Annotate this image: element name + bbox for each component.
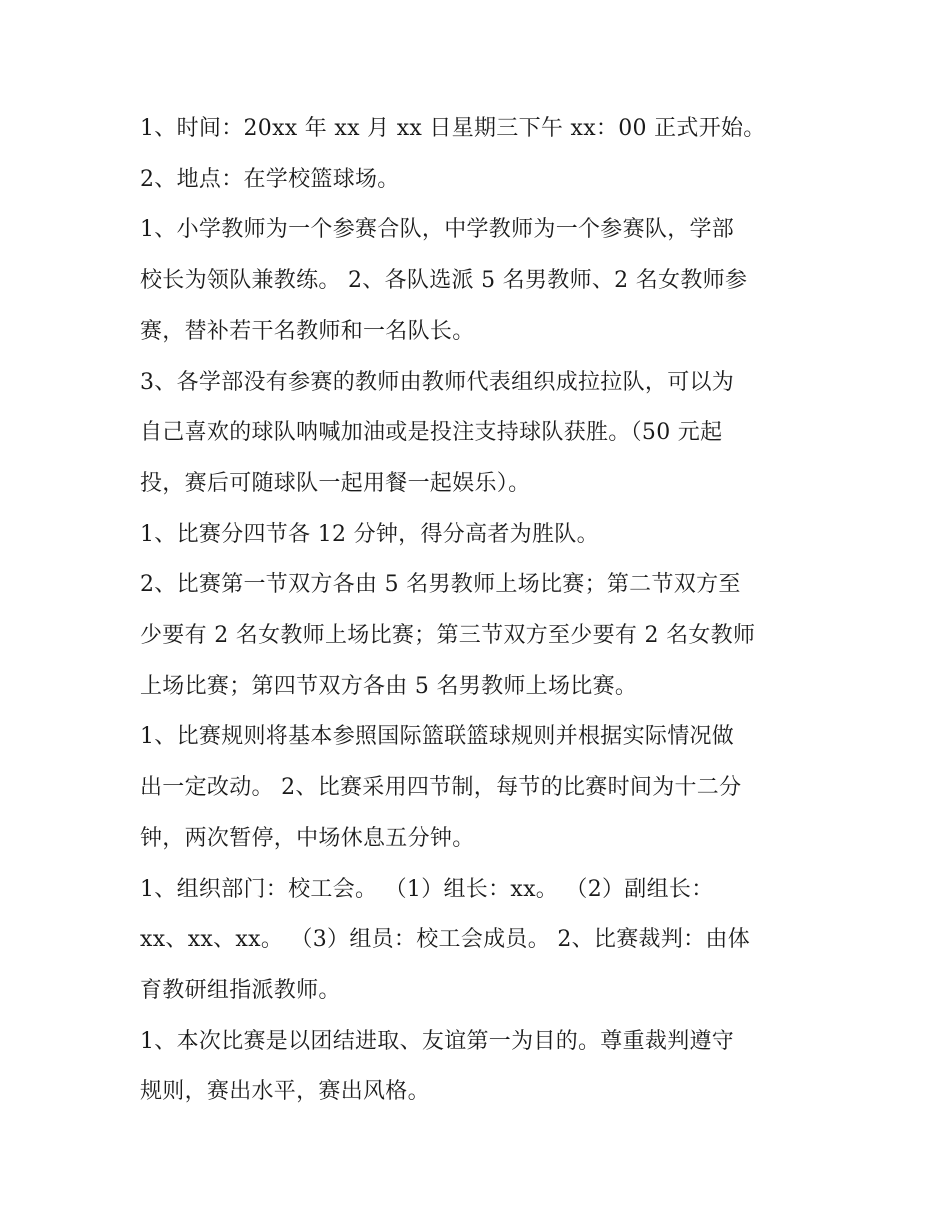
text-line: 3、各学部没有参赛的教师由教师代表组织成拉拉队，可以为: [140, 369, 735, 395]
text-line: 规则，赛出水平，赛出风格。: [140, 1079, 430, 1105]
paragraph-cheer-squad: [140, 358, 812, 510]
text-line: 少要有 2 名女教师上场比赛；第三节双方至少要有 2 名女教师: [140, 623, 756, 649]
text-line: 钟，两次暂停，中场休息五分钟。: [140, 825, 475, 851]
paragraph-location: [140, 155, 812, 206]
text-line: 2、比赛第一节双方各由 5 名男教师上场比赛；第二节双方至: [140, 572, 741, 598]
text-line: 1、比赛规则将基本参照国际篮联篮球规则并根据实际情况做: [140, 724, 735, 750]
text-line: 校长为领队兼教练。 2、各队选派 5 名男教师、2 名女教师参: [140, 268, 748, 294]
paragraph-organization: [140, 865, 812, 1017]
paragraph-lineup-rules: [140, 560, 812, 712]
text-line: 1、比赛分四节各 12 分钟，得分高者为胜队。: [140, 521, 599, 547]
paragraph-time: [140, 104, 812, 155]
paragraph-teams: [140, 205, 812, 357]
text-line: 投，赛后可随球队一起用餐一起娱乐）。: [140, 470, 531, 496]
paragraph-match-length: [140, 510, 812, 561]
text-line: 育教研组指派教师。: [140, 977, 341, 1003]
text-line: 自己喜欢的球队呐喊加油或是投注支持球队获胜。（50 元起: [140, 420, 723, 446]
text-line: 出一定改动。 2、比赛采用四节制，每节的比赛时间为十二分: [140, 775, 742, 801]
text-line: 1、组织部门：校工会。 （1）组长：xx。 （2）副组长：: [140, 876, 714, 902]
text-line: 赛，替补若干名教师和一名队长。: [140, 318, 475, 344]
text-line: 上场比赛；第四节双方各由 5 名男教师上场比赛。: [140, 673, 638, 699]
text-line: xx、xx、xx。 （3）组员：校工会成员。 2、比赛裁判：由体: [140, 927, 751, 953]
text-line: 1、本次比赛是以团结进取、友谊第一为目的。尊重裁判遵守: [140, 1028, 735, 1054]
document-body: [140, 104, 812, 1118]
paragraph-game-rules: [140, 712, 812, 864]
text-line: 1、时间：20xx 年 xx 月 xx 日星期三下午 xx：00 正式开始。: [140, 116, 766, 141]
paragraph-purpose: [140, 1017, 812, 1118]
text-line: 2、地点：在学校篮球场。: [140, 166, 400, 192]
text-line: 1、小学教师为一个参赛合队，中学教师为一个参赛队，学部: [140, 217, 735, 243]
